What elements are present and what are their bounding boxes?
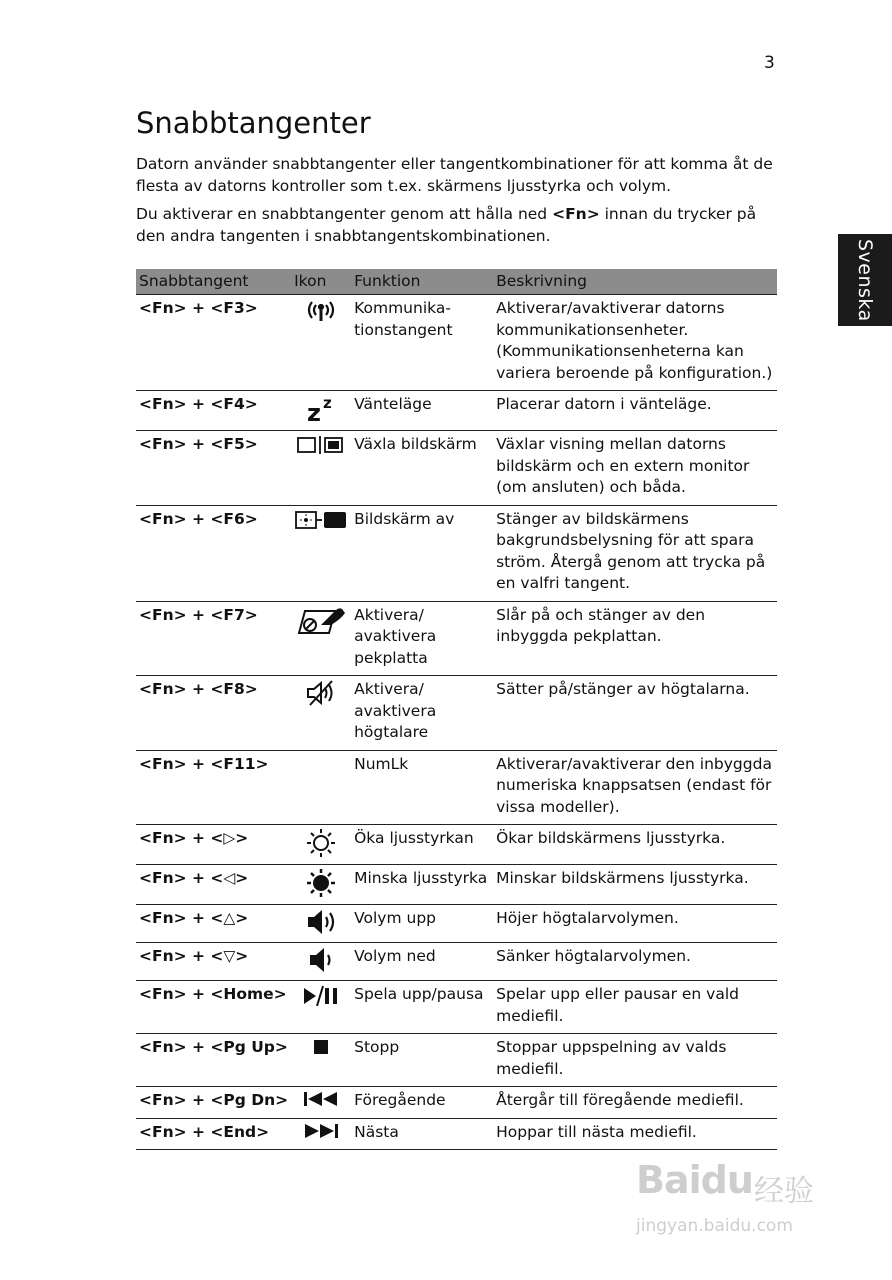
- table-row: [136, 505, 777, 601]
- table-row: [136, 943, 777, 981]
- sleep-icon: [291, 391, 351, 431]
- page-title: Snabbtangenter: [136, 106, 371, 140]
- hotkey-table: [136, 269, 777, 1150]
- intro-text: Du aktiverar en snabbtangenter genom att hålla ned: [136, 205, 553, 223]
- function-description: Växlar visning mellan datorns bildskärm och en extern monitor (om ansluten) och båda.: [493, 431, 777, 506]
- hotkey-combination: <Fn> + <F8>: [136, 676, 291, 751]
- previous-track-icon: [302, 1090, 340, 1108]
- table-header-row: [136, 269, 777, 295]
- table-row: [136, 750, 777, 825]
- intro-text: innan du trycker på den andra tangenten i snabbtangentskombinationen.: [136, 205, 757, 245]
- function-name: Öka ljusstyrkan: [351, 825, 493, 865]
- volume-up-icon: [291, 905, 351, 943]
- watermark-url: jingyan.baidu.com: [636, 1216, 793, 1236]
- function-name: Växla bildskärm: [351, 431, 493, 506]
- volume-down-icon: [291, 943, 351, 981]
- volume-down-icon: [305, 946, 337, 974]
- header-hotkey: Snabbtangent: [136, 269, 291, 295]
- function-name: Vänteläge: [351, 391, 493, 431]
- play-pause-icon: [291, 981, 351, 1034]
- function-description: Hoppar till nästa mediefil.: [493, 1118, 777, 1150]
- table-row: [136, 905, 777, 943]
- function-description: Minskar bildskärmens ljusstyrka.: [493, 865, 777, 905]
- table-row: [136, 981, 777, 1034]
- function-name: Aktivera/ avaktivera pekplatta: [351, 601, 493, 676]
- hotkey-combination: <Fn> + <F6>: [136, 505, 291, 601]
- hotkey-combination: <Fn> + <Pg Dn>: [136, 1087, 291, 1119]
- function-description: Placerar datorn i vänteläge.: [493, 391, 777, 431]
- touchpad-toggle-icon: [295, 605, 347, 637]
- fn-key-label: <Fn>: [552, 205, 600, 223]
- hotkey-combination: <Fn> + <◁>: [136, 865, 291, 905]
- stop-icon: [311, 1037, 331, 1057]
- brightness-up-icon: [291, 825, 351, 865]
- header-function: Funktion: [351, 269, 493, 295]
- header-icon: Ikon: [291, 269, 351, 295]
- touchpad-toggle-icon: [291, 601, 351, 676]
- function-name: Spela upp/pausa: [351, 981, 493, 1034]
- volume-up-icon: [305, 908, 337, 936]
- function-description: Återgår till föregående mediefil.: [493, 1087, 777, 1119]
- hotkey-combination: <Fn> + <F4>: [136, 391, 291, 431]
- table-row: [136, 391, 777, 431]
- hotkey-combination: <Fn> + <▽>: [136, 943, 291, 981]
- table-row: [136, 825, 777, 865]
- header-description: Beskrivning: [493, 269, 777, 295]
- page-number: 3: [764, 53, 775, 73]
- function-description: Stoppar uppspelning av valds mediefil.: [493, 1034, 777, 1087]
- language-tab: Svenska: [838, 234, 892, 326]
- function-name: Föregående: [351, 1087, 493, 1119]
- function-description: Sänker högtalarvolymen.: [493, 943, 777, 981]
- hotkey-combination: <Fn> + <F5>: [136, 431, 291, 506]
- table-row: [136, 676, 777, 751]
- sleep-icon: [305, 394, 337, 424]
- intro-paragraph-fn: [136, 203, 786, 247]
- next-track-icon: [302, 1122, 340, 1140]
- function-name: Volym upp: [351, 905, 493, 943]
- display-off-icon: [294, 509, 348, 531]
- table-row: [136, 431, 777, 506]
- watermark-text: 经验: [754, 1174, 814, 1209]
- speaker-mute-icon: [291, 676, 351, 751]
- function-description: Slår på och stänger av den inbyggda pekplattan.: [493, 601, 777, 676]
- stop-icon: [291, 1034, 351, 1087]
- speaker-mute-icon: [304, 679, 338, 707]
- hotkey-combination: <Fn> + <▷>: [136, 825, 291, 865]
- hotkey-combination: <Fn> + <F3>: [136, 295, 291, 391]
- table-row: [136, 295, 777, 391]
- function-description: Aktiverar/avaktiverar den inbyggda numeriska knappsatsen (endast för vissa modeller).: [493, 750, 777, 825]
- table-row: [136, 1034, 777, 1087]
- play-pause-icon: [301, 984, 341, 1008]
- function-name: Volym ned: [351, 943, 493, 981]
- function-name: Stopp: [351, 1034, 493, 1087]
- display-off-icon: [291, 505, 351, 601]
- display-toggle-icon: [296, 434, 346, 456]
- hotkey-table-body: [136, 295, 777, 1150]
- watermark: [636, 1152, 846, 1252]
- brightness-up-icon: [306, 828, 336, 858]
- table-row: [136, 1118, 777, 1150]
- svg-text:z: z: [323, 394, 332, 412]
- table-row: [136, 1087, 777, 1119]
- hotkey-combination: <Fn> + <F7>: [136, 601, 291, 676]
- hotkey-combination: <Fn> + <End>: [136, 1118, 291, 1150]
- function-description: Ökar bildskärmens ljusstyrka.: [493, 825, 777, 865]
- function-description: Höjer högtalarvolymen.: [493, 905, 777, 943]
- svg-text:z: z: [307, 399, 322, 424]
- function-name: Minska ljusstyrka: [351, 865, 493, 905]
- function-description: Aktiverar/avaktiverar datorns kommunikationsenheter. (Kommunikationsenheterna kan variera beroende på konfiguration.): [493, 295, 777, 391]
- display-toggle-icon: [291, 431, 351, 506]
- hotkey-combination: <Fn> + <△>: [136, 905, 291, 943]
- function-name: Aktivera/ avaktivera högtalare: [351, 676, 493, 751]
- intro-paragraph: Datorn använder snabbtangenter eller tangentkombinationer för att komma åt de flesta av datorns kontroller som t.ex. skärmens ljusstyrka och volym.: [136, 155, 773, 195]
- wireless-communication-icon: [303, 298, 339, 324]
- function-name: NumLk: [351, 750, 493, 825]
- function-description: Stänger av bildskärmens bakgrundsbelysning för att spara ström. Återgå genom att trycka på en valfri tangent.: [493, 505, 777, 601]
- function-description: Spelar upp eller pausar en vald mediefil.: [493, 981, 777, 1034]
- empty-icon-cell: [291, 750, 351, 825]
- function-name: Nästa: [351, 1118, 493, 1150]
- brightness-down-icon: [306, 868, 336, 898]
- next-track-icon: [291, 1118, 351, 1150]
- previous-track-icon: [291, 1087, 351, 1119]
- hotkey-combination: <Fn> + <F11>: [136, 750, 291, 825]
- table-row: [136, 601, 777, 676]
- table-row: [136, 865, 777, 905]
- brightness-down-icon: [291, 865, 351, 905]
- function-name: Bildskärm av: [351, 505, 493, 601]
- watermark-logo: Baidu: [636, 1158, 753, 1202]
- function-description: Sätter på/stänger av högtalarna.: [493, 676, 777, 751]
- hotkey-combination: <Fn> + <Pg Up>: [136, 1034, 291, 1087]
- function-name: Kommunika-tionstangent: [351, 295, 493, 391]
- wireless-communication-icon: [291, 295, 351, 391]
- hotkey-combination: <Fn> + <Home>: [136, 981, 291, 1034]
